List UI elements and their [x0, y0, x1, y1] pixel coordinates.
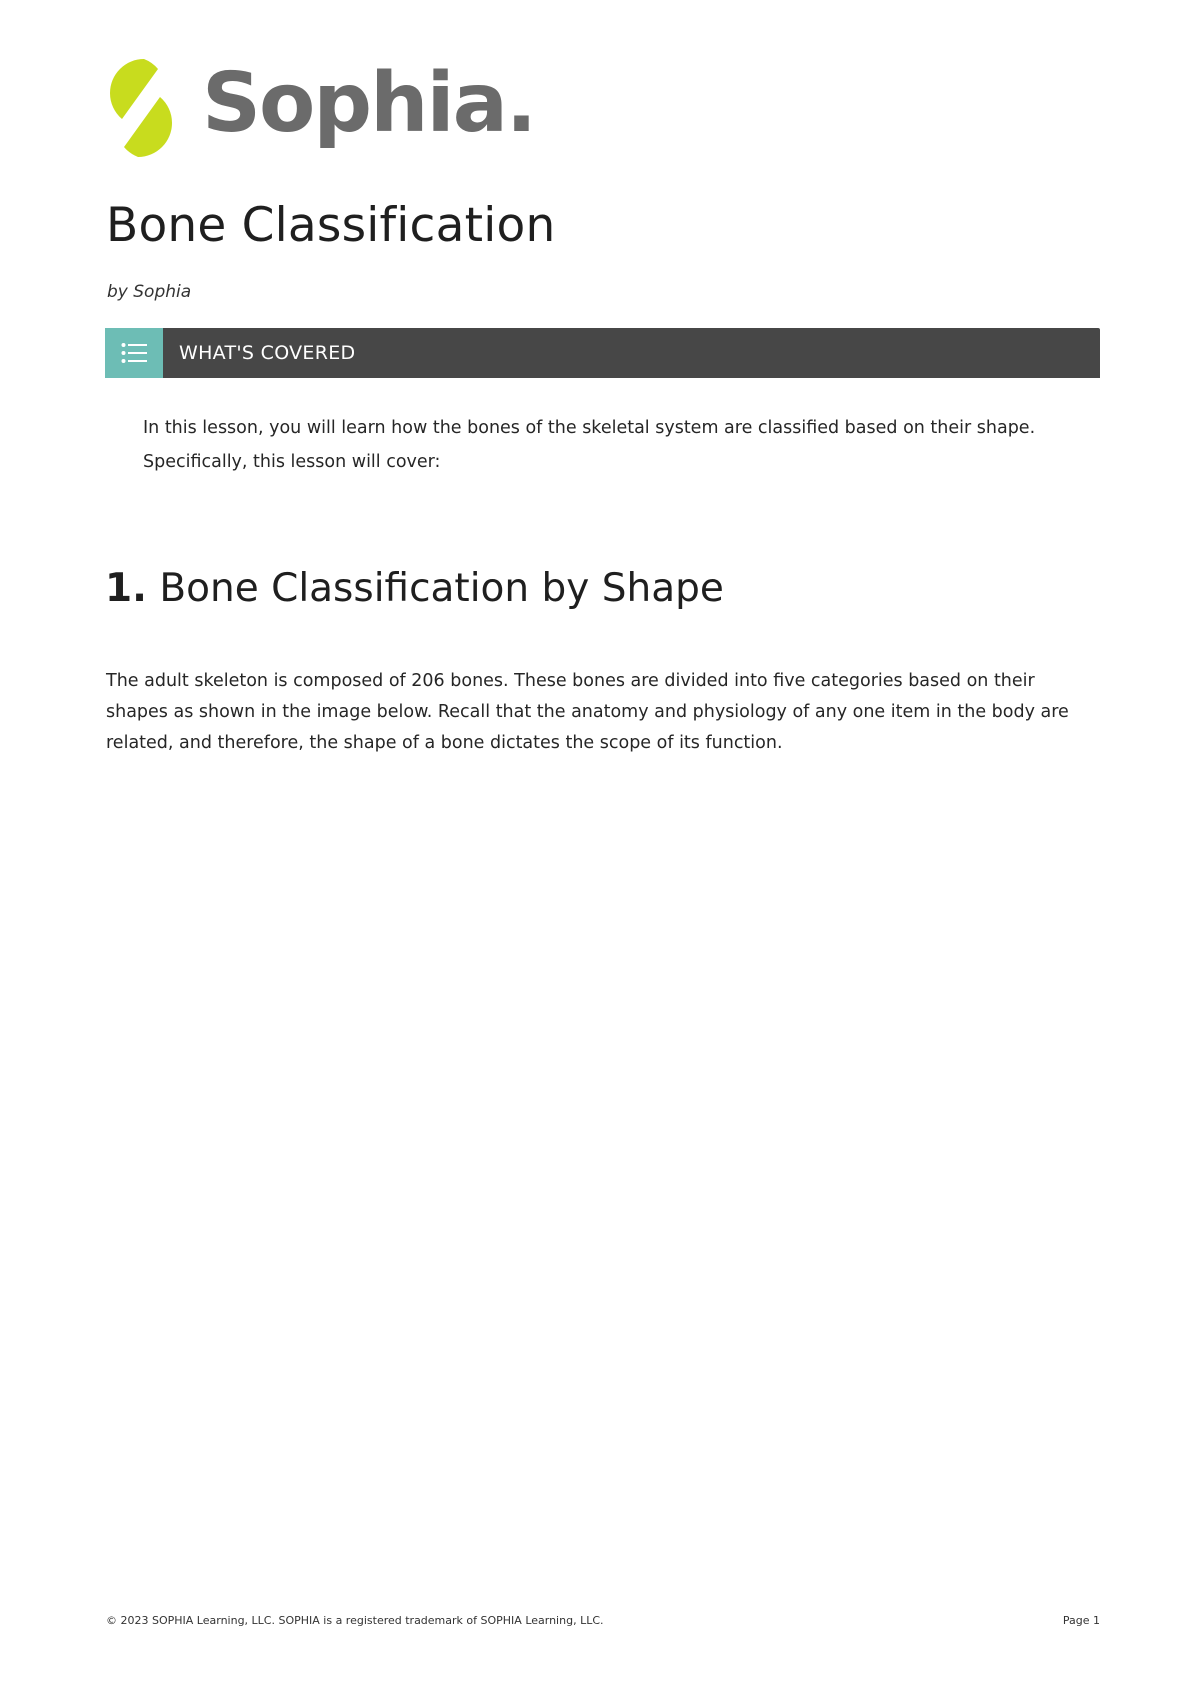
whats-covered-line-1: In this lesson, you will learn how the bones of the skeletal system are classified based on their shape.: [143, 418, 1036, 438]
section-heading: [105, 566, 724, 611]
byline: by Sophia: [107, 282, 192, 302]
footer-copyright: © 2023 SOPHIA Learning, LLC. SOPHIA is a registered trademark of SOPHIA Learning, LLC.: [106, 1614, 604, 1627]
section-number: 1.: [105, 566, 147, 611]
whats-covered-label: WHAT'S COVERED: [179, 342, 356, 364]
sophia-logo: [104, 52, 535, 164]
whats-covered-line-2: Specifically, this lesson will cover:: [143, 452, 441, 472]
section-body: [106, 666, 1106, 759]
whats-covered-icon-box: [105, 328, 163, 378]
footer-page-number: Page 1: [1062, 1614, 1100, 1627]
section-body-line-3: related, and therefore, the shape of a bone dictates the scope of its function.: [106, 733, 783, 753]
whats-covered-text: [143, 411, 1073, 479]
section-body-line-1: The adult skeleton is composed of 206 bones. These bones are divided into five categories based on their: [106, 671, 1035, 691]
sophia-logo-mark-icon: [104, 57, 178, 159]
list-icon: [121, 342, 147, 364]
section-title: Bone Classification by Shape: [159, 566, 724, 611]
document-title: Bone Classification: [106, 198, 556, 253]
whats-covered-header: [105, 328, 1100, 378]
sophia-logo-wordmark: Sophia.: [202, 56, 536, 151]
section-body-line-2: shapes as shown in the image below. Recall that the anatomy and physiology of any one item in the body are: [106, 702, 1069, 722]
